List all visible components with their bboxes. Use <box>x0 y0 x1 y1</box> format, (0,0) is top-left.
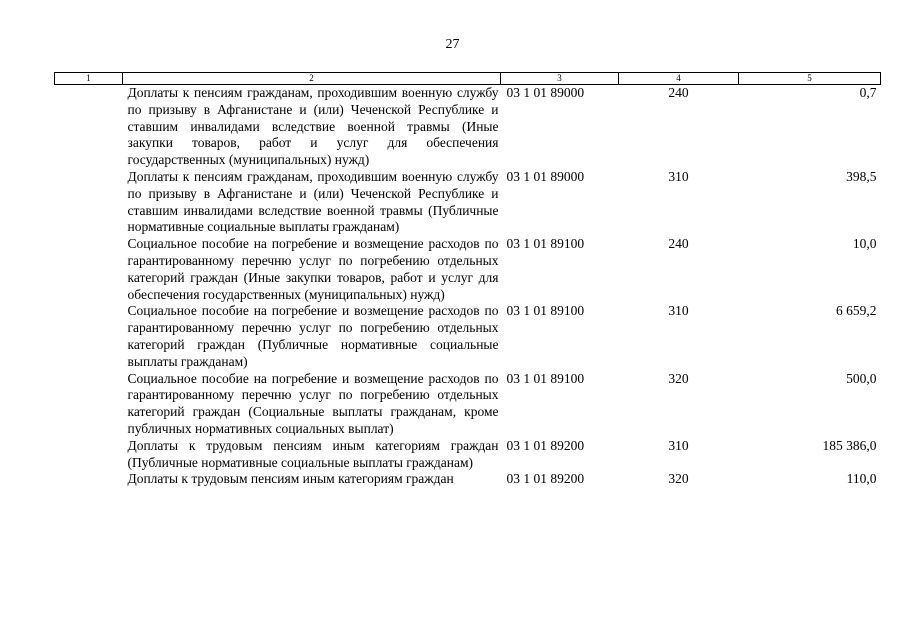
row-code: 03 1 01 89100 <box>506 370 585 386</box>
row-description: Социальное пособие на погребение и возмещение расходов по гарантированному перечню услуг по погребению отдельных категорий граждан (Социальные выплаты гражданам, кроме публичных нормативных социальных выплат) <box>127 370 499 436</box>
row-description: Доплаты к пенсиям гражданам, проходившим военную службу по призыву в Афганистане и (или) Чеченской Республике и ставшим инвалидами вследствие военной травмы (Публичные нормативные социальные выплаты гражданам) <box>127 168 499 235</box>
row-amount: 398,5 <box>846 168 877 184</box>
empty-cell <box>55 85 123 169</box>
row-amount: 110,0 <box>846 471 877 487</box>
table-row <box>55 169 881 236</box>
table-row <box>55 303 881 370</box>
row-code: 03 1 01 89000 <box>506 85 585 100</box>
row-expense-type: 310 <box>668 168 689 184</box>
table-row <box>55 236 881 303</box>
row-expense-type: 310 <box>668 437 689 453</box>
empty-cell <box>55 303 123 370</box>
column-header-1: 1 <box>55 73 123 85</box>
row-expense-type: 320 <box>668 370 689 386</box>
row-code: 03 1 01 89200 <box>506 471 585 487</box>
page-number: 27 <box>445 37 460 52</box>
budget-table <box>54 72 881 488</box>
column-header-2: 2 <box>123 73 501 85</box>
table-body <box>55 85 881 489</box>
row-description: Доплаты к трудовым пенсиям иным категориям граждан (Публичные нормативные социальные выплаты гражданам) <box>127 437 499 470</box>
row-code: 03 1 01 89100 <box>506 303 585 319</box>
row-expense-type: 310 <box>668 303 689 319</box>
row-amount: 500,0 <box>846 370 877 386</box>
column-header-5: 5 <box>739 73 881 85</box>
row-expense-type: 240 <box>668 236 689 252</box>
column-header-3: 3 <box>501 73 619 85</box>
row-code: 03 1 01 89000 <box>506 168 585 184</box>
table-row <box>55 438 881 472</box>
empty-cell <box>55 471 123 488</box>
row-amount: 10,0 <box>852 236 877 252</box>
row-code: 03 1 01 89200 <box>506 437 585 453</box>
empty-cell <box>55 438 123 472</box>
column-header-4: 4 <box>619 73 739 85</box>
row-description: Доплаты к трудовым пенсиям иным категориям граждан <box>127 471 454 487</box>
header-row <box>55 73 881 85</box>
row-amount: 6 659,2 <box>836 303 877 319</box>
row-amount: 185 386,0 <box>822 437 877 453</box>
row-expense-type: 320 <box>668 471 689 487</box>
row-description: Социальное пособие на погребение и возмещение расходов по гарантированному перечню услуг по погребению отдельных категорий граждан (Публичные нормативные социальные выплаты гражданам) <box>127 303 499 369</box>
row-code: 03 1 01 89100 <box>506 236 585 252</box>
row-description: Доплаты к пенсиям гражданам, проходившим военную службу по призыву в Афганистане и (или) Чеченской Республике и ставшим инвалидами вследствие военной травмы (Иные закупки товаров, работ и услуг для обеспечения государственных (муниципальных) нужд) <box>127 85 499 168</box>
row-description: Социальное пособие на погребение и возмещение расходов по гарантированному перечню услуг по погребению отдельных категорий граждан (Иные закупки товаров, работ и услуг для обеспечения государственных (муниципальных) нужд) <box>127 236 499 302</box>
row-amount: 0,7 <box>859 85 877 100</box>
row-expense-type: 240 <box>668 85 689 100</box>
table-row <box>55 371 881 438</box>
table-row <box>55 471 881 488</box>
empty-cell <box>55 371 123 438</box>
table-row <box>55 85 881 169</box>
empty-cell <box>55 236 123 303</box>
empty-cell <box>55 169 123 236</box>
